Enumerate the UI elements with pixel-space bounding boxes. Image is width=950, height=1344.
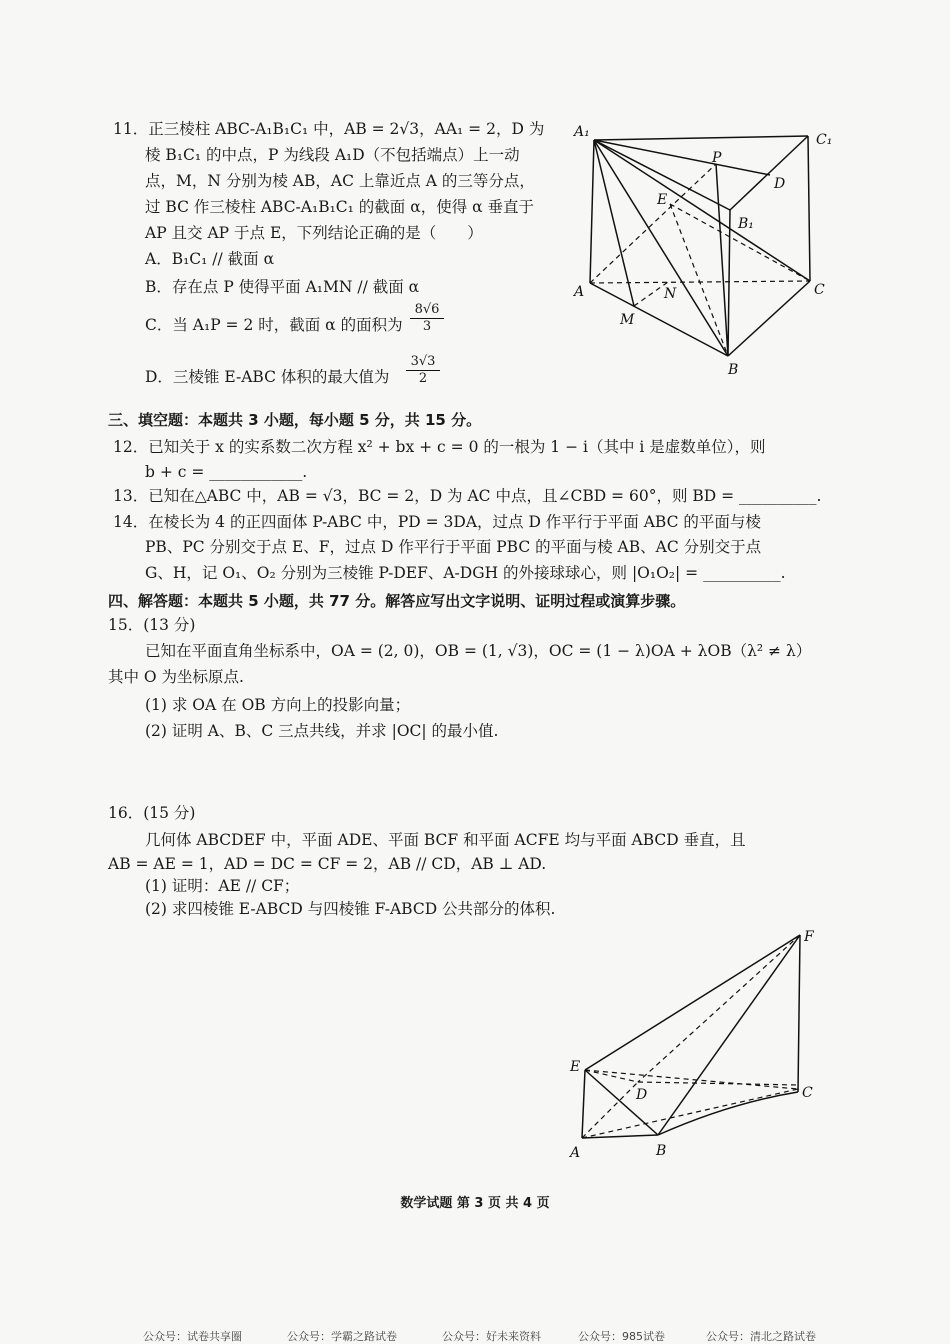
q11-option-d-fraction	[406, 354, 440, 387]
page-footer: 数学试题 第 3 页 共 4 页	[400, 1196, 550, 1211]
edge-f-c	[798, 935, 800, 1092]
edge-a1-c1	[594, 136, 808, 140]
edge-c1-c	[808, 136, 810, 281]
q11-line-4: 过 BC 作三棱柱 ABC-A₁B₁C₁ 的截面 α，使得 α 垂直于	[145, 198, 535, 216]
label-a: A	[570, 1145, 581, 1161]
q11-option-a: A．B₁C₁ // 截面 α	[145, 250, 275, 268]
q15-heading: 15．(13 分)	[108, 616, 196, 634]
label-b: B	[728, 362, 739, 378]
q16-heading: 16．(15 分)	[108, 804, 196, 822]
edge-f-b	[658, 935, 800, 1135]
q11-option-d: D．三棱锥 E-ABC 体积的最大值为	[145, 368, 390, 386]
edge-b-c	[658, 1092, 798, 1135]
q13: 13．已知在△ABC 中，AB = √3，BC = 2，D 为 AC 中点，且∠CBD = 60°，则 BD = __________.	[113, 487, 822, 505]
q16-part-1: (1) 证明：AE // CF；	[145, 877, 300, 895]
hidden-segment-m-n	[634, 282, 668, 306]
hidden-segment-f-d	[638, 935, 800, 1082]
q11-option-c: C．当 A₁P = 2 时，截面 α 的面积为	[145, 316, 403, 334]
section-4-heading: 四、解答题：本题共 5 小题，共 77 分。解答应写出文字说明、证明过程或演算步骤。	[108, 592, 686, 610]
q14-line-2: PB、PC 分别交于点 E、F，过点 D 作平行于平面 PBC 的平面与棱 AB、AC 分别交于点	[145, 538, 762, 556]
watermark-1: 公众号：试卷共享圈	[143, 1330, 242, 1343]
label-e: E	[657, 192, 668, 208]
label-a: A	[574, 284, 585, 300]
watermark-5: 公众号：清北之路试卷	[706, 1330, 816, 1343]
section-3-heading: 三、填空题：本题共 3 小题，每小题 5 分，共 15 分。	[108, 411, 482, 429]
label-n: N	[664, 286, 677, 302]
q15-line-1: 已知在平面直角坐标系中，OA = (2, 0)，OB = (1, √3)，OC = (1 − λ)OA + λOB（λ² ≠ λ）	[145, 642, 812, 660]
hidden-edge-d-c	[638, 1082, 798, 1085]
edge-b1-b	[728, 210, 730, 356]
label-a1: A₁	[574, 124, 590, 140]
q16-line-1: 几何体 ABCDEF 中，平面 ADE、平面 BCF 和平面 ACFE 均与平面 ABCD 垂直，且	[145, 831, 746, 849]
q15-part-1: (1) 求 OA 在 OB 方向上的投影向量；	[145, 696, 411, 714]
hidden-segment-a-p	[590, 164, 716, 283]
q12-line-2: b + c = ____________.	[145, 463, 308, 481]
label-c: C	[802, 1085, 813, 1101]
segment-b-p	[716, 164, 728, 356]
q11-option-c-fraction	[410, 302, 444, 335]
edge-c1-b1	[730, 136, 808, 210]
label-d: D	[636, 1087, 648, 1103]
q14-line-1: 14．在棱长为 4 的正四面体 P-ABC 中，PD = 3DA，过点 D 作平行于平面 ABC 的平面与棱	[113, 513, 761, 531]
label-b: B	[656, 1143, 667, 1159]
label-m: M	[620, 312, 635, 328]
q11-line-1: 11．正三棱柱 ABC-A₁B₁C₁ 中，AB = 2√3，AA₁ = 2，D 为	[113, 120, 545, 138]
fraction-numerator: 8√6	[410, 302, 444, 319]
hidden-segment-e-c	[585, 1070, 798, 1089]
label-c1: C₁	[816, 132, 833, 148]
q12-line-1: 12．已知关于 x 的实系数二次方程 x² + bx + c = 0 的一根为 1 − i（其中 i 是虚数单位），则	[113, 438, 766, 456]
edge-e-f	[585, 935, 800, 1070]
edge-a-b	[590, 283, 728, 356]
q11-line-2: 棱 B₁C₁ 的中点，P 为线段 A₁D（不包括端点）上一动	[145, 146, 520, 164]
watermark-3: 公众号：好未来资料	[442, 1330, 541, 1343]
q16-part-2: (2) 求四棱锥 E-ABCD 与四棱锥 F-ABCD 公共部分的体积.	[145, 900, 556, 918]
watermark-2: 公众号：学霸之路试卷	[287, 1330, 397, 1343]
hidden-edge-e-d	[585, 1070, 638, 1082]
label-c: C	[814, 282, 825, 298]
edge-a1-a	[590, 140, 594, 283]
label-f: F	[804, 929, 814, 945]
label-b1: B₁	[738, 216, 754, 232]
label-e: E	[570, 1059, 581, 1075]
fraction-denominator: 3	[422, 319, 432, 334]
q16-line-2: AB = AE = 1，AD = DC = CF = 2，AB // CD，AB ⊥ AD.	[108, 855, 547, 873]
edge-e-a	[582, 1070, 585, 1138]
fraction-numerator: 3√3	[406, 354, 440, 371]
q15-line-2: 其中 O 为坐标原点.	[108, 668, 244, 686]
q15-part-2: (2) 证明 A、B、C 三点共线，并求 |OC| 的最小值.	[145, 722, 499, 740]
edge-c-b	[728, 281, 810, 356]
label-d: D	[774, 176, 786, 192]
q11-line-5: AP 且交 AP 于点 E，下列结论正确的是（ ）	[145, 224, 483, 242]
q11-line-3: 点，M，N 分别为棱 AB，AC 上靠近点 A 的三等分点，	[145, 172, 535, 190]
fraction-denominator: 2	[418, 371, 428, 386]
prism-figure	[560, 118, 850, 388]
segment-a1-m	[594, 140, 634, 306]
q11-option-b: B．存在点 P 使得平面 A₁MN // 截面 α	[145, 278, 420, 296]
label-p: P	[712, 150, 722, 166]
segment-a1-b	[594, 140, 728, 356]
watermark-4: 公众号：985试卷	[578, 1330, 665, 1343]
q14-line-3: G、H，记 O₁、O₂ 分别为三棱锥 P-DEF、A-DGH 的外接球球心，则 |O₁O₂| = __________.	[145, 564, 786, 582]
solid-figure	[560, 925, 830, 1165]
